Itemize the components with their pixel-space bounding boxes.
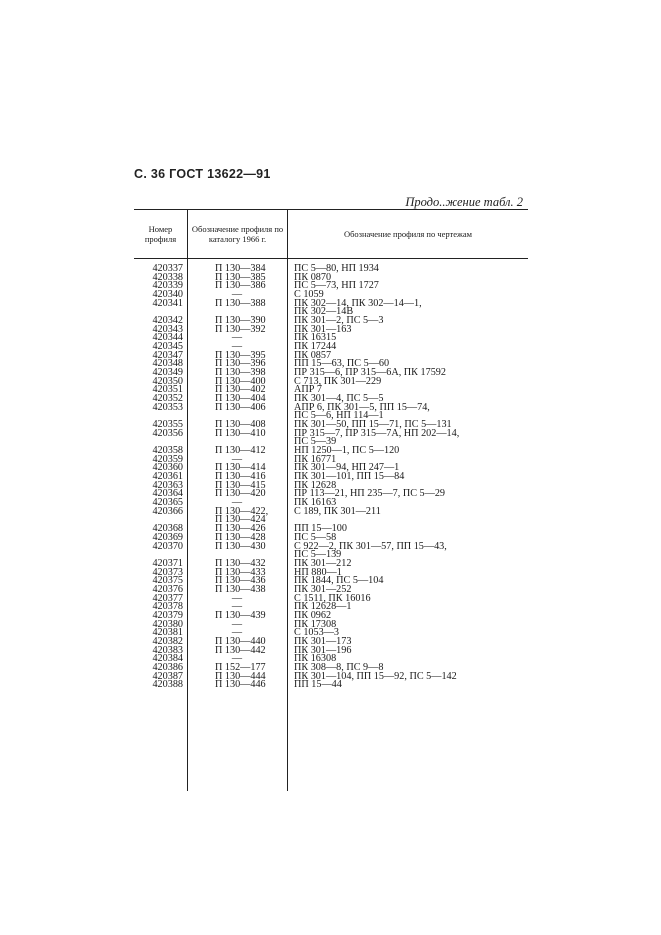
drawing-designation: ПК 12628—1 <box>294 601 352 613</box>
profile-number: 420349 <box>152 367 183 379</box>
catalog-designation: — <box>231 453 243 465</box>
drawing-designation: ПК 301—173 <box>294 635 352 647</box>
drawing-designation: ПК 12628 <box>294 479 337 491</box>
catalog-designation: П 130—392 <box>215 323 266 335</box>
profile-number: 420388 <box>152 679 183 691</box>
drawing-designation: ПК 17244 <box>294 341 337 353</box>
profile-table <box>134 209 528 791</box>
drawing-designation: ПК 0870 <box>294 271 332 283</box>
catalog-designation: П 130—430 <box>215 540 266 552</box>
profile-number: 420337 <box>152 263 183 274</box>
drawing-designation: ПК 301—94, НП 247—1 <box>294 462 400 474</box>
drawing-designation: ПП 15—100 <box>294 523 347 535</box>
drawing-designation: ПК 302—14В <box>294 306 354 318</box>
profile-number: 420382 <box>152 635 183 647</box>
drawing-designation: С 1059 <box>294 289 324 301</box>
profile-number: 420364 <box>152 488 183 500</box>
table-row <box>134 375 528 387</box>
drawing-designation: ПК 301—196 <box>294 644 352 656</box>
profile-number: 420370 <box>152 540 183 552</box>
drawing-designation: ПС 5—80, НП 1934 <box>294 263 379 274</box>
column-header-catalog: Обозначение профиля по каталогу 1966 г. <box>187 210 287 258</box>
profile-number: 420371 <box>152 557 183 569</box>
drawing-designation: ПР 113—21, НП 235—7, ПС 5—29 <box>294 488 446 500</box>
catalog-designation: П 130—415 <box>215 479 266 491</box>
drawing-designation: ПК 301—163 <box>294 323 352 335</box>
catalog-designation: П 130—408 <box>215 419 266 431</box>
drawing-designation: С 189, ПК 301—211 <box>294 505 381 517</box>
table-continuation-label: Продо..жение табл. 2 <box>405 195 523 209</box>
profile-number: 420358 <box>152 445 183 457</box>
profile-number: 420376 <box>152 583 183 595</box>
drawing-designation: ПК 301—2, ПС 5—3 <box>294 315 384 327</box>
drawing-designation: НП 880—1 <box>294 566 342 578</box>
table-row <box>134 505 528 517</box>
catalog-designation: П 130—404 <box>215 393 266 405</box>
drawing-designation: ПП 15—63, ПС 5—60 <box>294 358 390 370</box>
table-row <box>134 343 528 352</box>
profile-number: 420342 <box>152 315 183 327</box>
catalog-designation: — <box>231 341 243 353</box>
profile-number: 420340 <box>152 289 183 301</box>
drawing-designation: ПК 301—4, ПС 5—5 <box>294 393 384 405</box>
catalog-designation: П 130—416 <box>215 471 266 483</box>
profile-number: 420360 <box>152 462 183 474</box>
drawing-designation: ПС 5—6, НП 114—1 <box>294 410 384 422</box>
drawing-designation: ПК 308—8, ПС 9—8 <box>294 661 384 673</box>
drawing-designation: ПС 5—73, НП 1727 <box>294 280 379 292</box>
profile-number: 420386 <box>152 661 183 673</box>
profile-number: 420377 <box>152 592 183 604</box>
profile-number: 420359 <box>152 453 183 465</box>
drawing-designation: С 713, ПК 301—229 <box>294 375 382 387</box>
drawing-designation: ПК 16771 <box>294 453 337 465</box>
catalog-designation: П 130—424 <box>215 514 266 526</box>
catalog-designation: П 130—385 <box>215 271 266 283</box>
profile-number: 420338 <box>152 271 183 283</box>
profile-number: 420355 <box>152 419 183 431</box>
catalog-designation: П 130—384 <box>215 263 266 274</box>
catalog-designation: П 130—386 <box>215 280 266 292</box>
profile-number: 420366 <box>152 505 183 517</box>
drawing-designation: ПК 301—50, ПП 15—71, ПС 5—131 <box>294 419 452 431</box>
catalog-designation: П 130—422, <box>215 505 269 517</box>
catalog-designation: П 130—414 <box>215 462 266 474</box>
drawing-designation: ПР 315—6, ПР 315—6А, ПК 17592 <box>294 367 446 379</box>
drawing-designation: ПР 315—7, ПР 315—7А, НП 202—14, <box>294 427 460 439</box>
profile-number: 420347 <box>152 349 183 361</box>
catalog-designation: П 130—410 <box>215 427 266 439</box>
table-rows <box>134 265 528 690</box>
drawing-designation: ПК 17308 <box>294 618 337 630</box>
catalog-designation: П 130—439 <box>215 609 266 621</box>
drawing-designation: С 1053—3 <box>294 627 339 639</box>
profile-number: 420344 <box>152 332 183 344</box>
catalog-designation: — <box>231 289 243 301</box>
drawing-designation: ПК 302—14, ПК 302—14—1, <box>294 297 422 309</box>
catalog-designation: — <box>231 627 243 639</box>
catalog-designation: — <box>231 601 243 613</box>
catalog-designation: — <box>231 592 243 604</box>
table-body <box>134 259 528 791</box>
catalog-designation: П 130—438 <box>215 583 266 595</box>
drawing-designation: ПК 301—212 <box>294 557 352 569</box>
drawing-designation: ПК 1844, ПС 5—104 <box>294 575 384 587</box>
catalog-designation: П 130—412 <box>215 445 266 457</box>
table-row <box>134 681 528 690</box>
table-row <box>134 282 528 291</box>
profile-number: 420351 <box>152 384 183 396</box>
profile-number: 420368 <box>152 523 183 535</box>
catalog-designation: — <box>231 332 243 344</box>
profile-number: 420363 <box>152 479 183 491</box>
profile-number: 420387 <box>152 670 183 682</box>
profile-number: 420375 <box>152 575 183 587</box>
profile-number: 420373 <box>152 566 183 578</box>
profile-number: 420369 <box>152 531 183 543</box>
drawing-designation: ПК 301—252 <box>294 583 352 595</box>
profile-number: 420345 <box>152 341 183 353</box>
drawing-designation: ПК 16308 <box>294 653 337 665</box>
drawing-designation: ПК 301—104, ПП 15—92, ПС 5—142 <box>294 670 457 682</box>
catalog-designation: П 130—396 <box>215 358 266 370</box>
column-header-drawing: Обозначение профиля по чертежам <box>287 210 528 258</box>
catalog-designation: П 130—446 <box>215 679 266 691</box>
profile-number: 420381 <box>152 627 183 639</box>
catalog-designation: П 130—432 <box>215 557 266 569</box>
catalog-designation: — <box>231 497 243 509</box>
catalog-designation: П 130—426 <box>215 523 266 535</box>
profile-number: 420365 <box>152 497 183 509</box>
catalog-designation: П 130—402 <box>215 384 266 396</box>
catalog-designation: П 130—395 <box>215 349 266 361</box>
drawing-designation: АПР 7 <box>294 384 323 396</box>
catalog-designation: П 152—177 <box>215 661 266 673</box>
drawing-designation: С 922—2, ПК 301—57, ПП 15—43, <box>294 540 447 552</box>
page-header: С. 36 ГОСТ 13622—91 <box>134 167 271 181</box>
catalog-designation: П 130—398 <box>215 367 266 379</box>
drawing-designation: ПК 0857 <box>294 349 332 361</box>
catalog-designation: П 130—442 <box>215 644 266 656</box>
catalog-designation: П 130—420 <box>215 488 266 500</box>
drawing-designation: ПК 301—101, ПП 15—84 <box>294 471 405 483</box>
profile-number: 420352 <box>152 393 183 405</box>
catalog-designation: П 130—406 <box>215 401 266 413</box>
profile-number: 420379 <box>152 609 183 621</box>
drawing-designation: ПП 15—44 <box>294 679 342 691</box>
profile-number: 420350 <box>152 375 183 387</box>
drawing-designation: ПК 16315 <box>294 332 337 344</box>
profile-number: 420378 <box>152 601 183 613</box>
table-row <box>134 603 528 612</box>
catalog-designation: П 130—388 <box>215 297 266 309</box>
profile-number: 420380 <box>152 618 183 630</box>
profile-number: 420384 <box>152 653 183 665</box>
table-header-row <box>134 210 528 258</box>
drawing-designation: ПК 16163 <box>294 497 337 509</box>
catalog-designation: П 130—400 <box>215 375 266 387</box>
catalog-designation: — <box>231 618 243 630</box>
drawing-designation: ПК 0962 <box>294 609 332 621</box>
drawing-designation: С 1511, ПК 16016 <box>294 592 371 604</box>
profile-number: 420383 <box>152 644 183 656</box>
catalog-designation: П 130—444 <box>215 670 266 682</box>
profile-number: 420341 <box>152 297 183 309</box>
profile-number: 420356 <box>152 427 183 439</box>
catalog-designation: П 130—390 <box>215 315 266 327</box>
drawing-designation: НП 1250—1, ПС 5—120 <box>294 445 400 457</box>
catalog-designation: П 130—440 <box>215 635 266 647</box>
profile-number: 420361 <box>152 471 183 483</box>
table-row <box>134 265 528 274</box>
drawing-designation: ПС 5—39 <box>294 436 337 448</box>
column-header-number: Номер профиля <box>144 224 177 244</box>
catalog-designation: П 130—433 <box>215 566 266 578</box>
drawing-designation: АПР 6, ПК 301—5, ПП 15—74, <box>294 401 430 413</box>
catalog-designation: — <box>231 653 243 665</box>
drawing-designation: ПС 5—139 <box>294 549 342 561</box>
profile-number: 420343 <box>152 323 183 335</box>
drawing-designation: ПС 5—58 <box>294 531 337 543</box>
catalog-designation: П 130—428 <box>215 531 266 543</box>
profile-number: 420348 <box>152 358 183 370</box>
profile-number: 420353 <box>152 401 183 413</box>
profile-number: 420339 <box>152 280 183 292</box>
catalog-designation: П 130—436 <box>215 575 266 587</box>
